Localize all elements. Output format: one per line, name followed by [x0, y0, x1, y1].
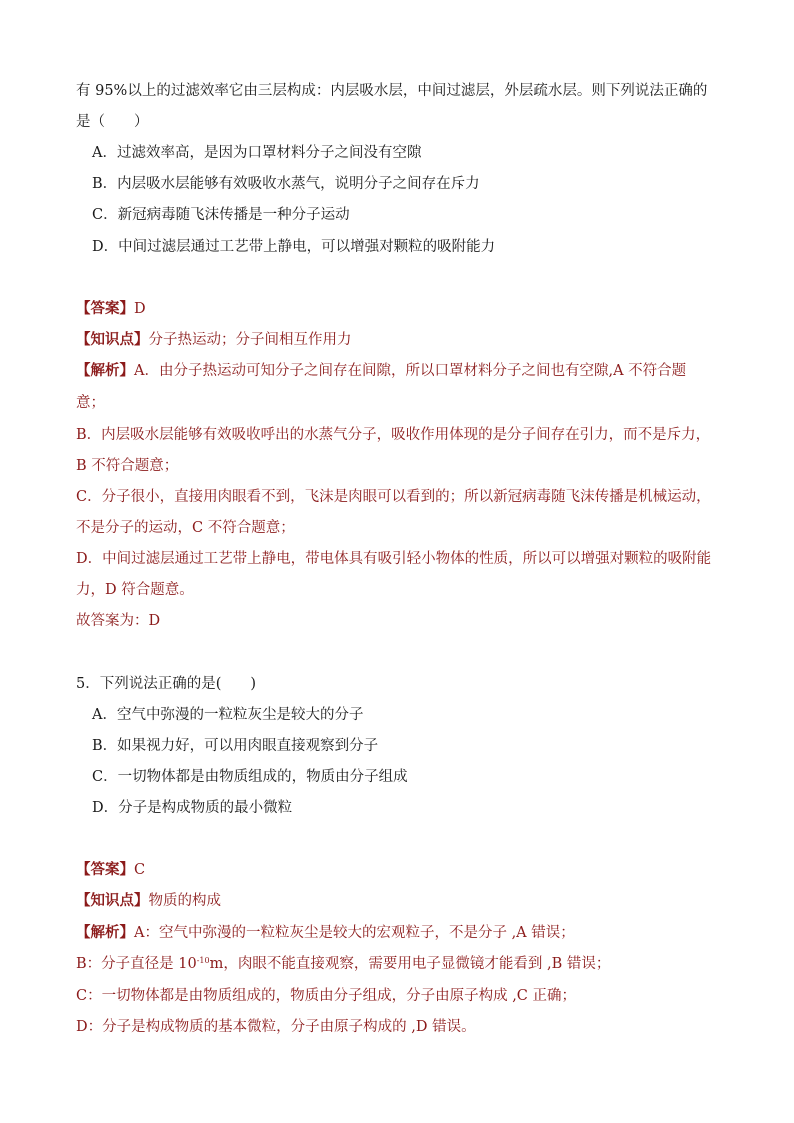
q5-stem: 5．下列说法正确的是( ) [76, 676, 257, 692]
knowledge-value: 分子热运动；分子间相互作用力 [148, 332, 352, 348]
analysis-tag: 【解析】 [76, 362, 134, 379]
q4-option-a: A．过滤效率高，是因为口罩材料分子之间没有空隙 [92, 145, 422, 161]
q4-analysis-line-5: C．分子很小，直接用肉眼看不到，飞沫是肉眼可以看到的；所以新冠病毒随飞沫传播是机械运动， [76, 489, 711, 505]
q4-analysis-line-3: B．内层吸水层能够有效吸收呼出的水蒸气分子，吸收作用体现的是分子间存在引力，而不是斥力， [76, 427, 711, 443]
q4-analysis-line-8: 力，D 符合题意。 [76, 582, 194, 598]
q5-option-c: C．一切物体都是由物质组成的，物质由分子组成 [92, 769, 408, 785]
q5-analysis-line-2 [76, 953, 726, 975]
q4-option-b: B．内层吸水层能够有效吸收水蒸气，说明分子之间存在斥力 [92, 176, 480, 192]
q5-analysis-line-1 [76, 922, 726, 944]
q4-option-d: D．中间过滤层通过工艺带上静电，可以增强对颗粒的吸附能力 [92, 239, 496, 255]
analysis-text: A．由分子热运动可知分子之间存在间隙，所以口罩材料分子之间也有空隙,A 不符合题 [134, 363, 687, 379]
q4-stem-line-1: 有 95%以上的过滤效率它由三层构成：内层吸水层，中间过滤层，外层疏水层。则下列说法正确的 [76, 83, 708, 99]
analysis-text: A：空气中弥漫的一粒粒灰尘是较大的宏观粒子，不是分子 ,A 错误； [134, 925, 575, 941]
analysis-b-prefix: B：分子直径是 10 [76, 956, 197, 972]
q5-option-b: B．如果视力好，可以用肉眼直接观察到分子 [92, 738, 379, 754]
q4-answer [76, 298, 726, 320]
q4-option-c: C．新冠病毒随飞沫传播是一种分子运动 [92, 207, 350, 223]
q5-answer [76, 859, 726, 881]
answer-tag: 【答案】 [76, 861, 134, 878]
analysis-tag: 【解析】 [76, 924, 134, 941]
answer-tag: 【答案】 [76, 300, 134, 317]
q4-conclusion: 故答案为：D [76, 613, 161, 629]
q5-option-a: A．空气中弥漫的一粒粒灰尘是较大的分子 [92, 707, 364, 723]
q4-analysis-line-7: D．中间过滤层通过工艺带上静电，带电体具有吸引轻小物体的性质，所以可以增强对颗粒的吸附能 [76, 551, 712, 567]
q4-analysis-line-1 [76, 360, 726, 382]
q5-option-d: D．分子是构成物质的最小微粒 [92, 800, 293, 816]
q4-analysis-line-2: 意； [76, 395, 105, 411]
exponent: -10 [196, 956, 210, 965]
q4-analysis-line-4: B 不符合题意； [76, 458, 179, 474]
analysis-b-suffix: m，肉眼不能直接观察，需要用电子显微镜才能看到 ,B 错误； [209, 956, 611, 972]
q5-knowledge [76, 890, 726, 912]
q4-analysis-line-6: 不是分子的运动，C 不符合题意； [76, 520, 295, 536]
answer-value: C [134, 862, 146, 878]
q5-analysis-line-3: C：一切物体都是由物质组成的，物质由分子组成，分子由原子构成 ,C 正确； [76, 988, 577, 1004]
q5-analysis-line-4: D：分子是构成物质的基本微粒，分子由原子构成的 ,D 错误。 [76, 1019, 476, 1035]
knowledge-tag: 【知识点】 [76, 331, 149, 348]
knowledge-tag: 【知识点】 [76, 892, 149, 909]
q4-stem-line-2: 是（ ） [76, 114, 149, 130]
knowledge-value: 物质的构成 [148, 893, 221, 909]
answer-value: D [134, 301, 146, 317]
q4-knowledge [76, 329, 726, 351]
